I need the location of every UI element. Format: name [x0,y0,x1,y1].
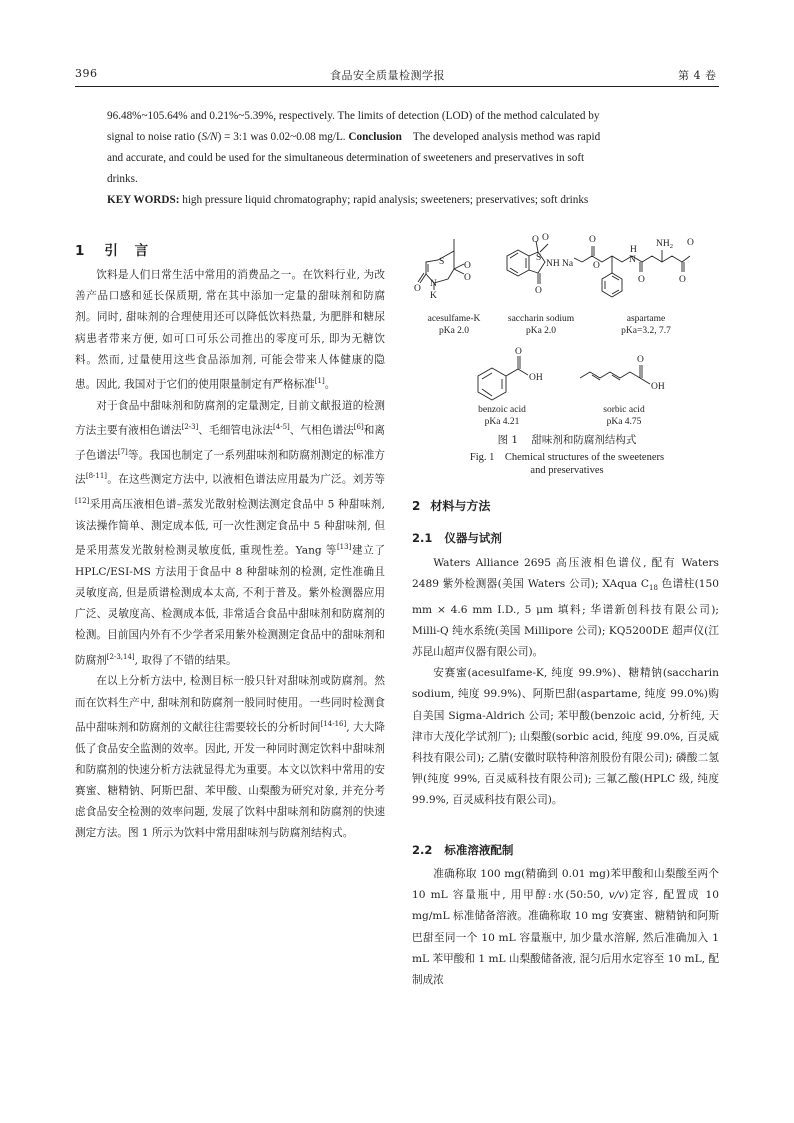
atom-na: Na [562,259,574,269]
figure-caption-en: Fig. 1 Chemical structures of the sweeteners and preservatives [469,452,665,476]
atom-o: O [515,347,522,357]
header-rule [75,86,719,87]
journal-title: 食品安全质量检测学报 [330,69,445,82]
reagents-paragraph: 安赛蜜(acesulfame-K, 纯度 99.9%)、糖精钠(saccharin sodium, 纯度 99.9%)、阿斯巴甜(aspartame, 纯度 99.0%)购自美国 Sigma-Aldrich 公司; 苯甲酸(benzoic acid, 分析纯, 天津市大茂化学试剂厂); 山梨酸(sorbic acid, 纯度 99.0%, 百灵威科技有限公司); 乙腈(安徽时联特种溶剂股份有限公司); 磷酸二氢钾(纯度 99%, 百灵威科技有限公司); 三氟乙酸(HPLC 级, 纯度 99.9%, 百灵威科技有限公司)。 [412,667,719,807]
atom-k: K [430,291,437,301]
atom-nh: NH [546,259,560,269]
atom-o: O [637,355,644,365]
page-number: 396 [75,67,98,80]
figure1-structures [412,228,722,488]
atom-o: O [464,273,471,283]
atom-o: O [535,286,542,296]
atom-oh: OH [651,382,665,392]
atom-n: N [629,255,636,265]
standard-solution-paragraph: 准确称取 100 mg(精确到 0.01 mg)苯甲酸和山梨酸至两个 10 mL 容量瓶中, 用甲醇:水(50:50, v/v)定容, 配置成 10 mg/mL 标准储备溶液。准确称取 10 mg 安赛蜜、糖精钠和阿斯巴甜至同一个 10 mL 容量瓶中, 加少量水溶解, 然后准确加入 1 mL 苯甲酸和 1 mL 山梨酸储备液, 混匀后用水定容至 10 mL, 配制成浓 [412,868,720,987]
conclusion-label: Conclusion [348,131,402,143]
atom-oh: OH [529,373,543,383]
abstract-line: drinks. [107,173,138,185]
abstract-line: 96.48%~105.64% and 0.21%~5.39%, respectively. The limits of detection (LOD) of the method calculated by [107,110,600,122]
compound-label: acesulfame-K pKa 2.0 [427,314,481,336]
abstract-tail [107,106,689,211]
volume-label: 第 4 卷 [678,69,717,82]
atom-o: O [593,261,600,271]
figure-caption-cn: 图 1 甜味剂和防腐剂结构式 [497,434,637,446]
atom-o: O [638,275,645,285]
atom-h: H [630,245,637,255]
compound-label: aspartame pKa=3.2, 7.7 [621,314,671,336]
compound-label: sorbic acid pKa 4.75 [603,405,645,427]
compound-label: benzoic acid pKa 4.21 [478,405,526,427]
atom-o: O [532,235,539,245]
section-number: 1 [75,243,91,259]
section-title: 引 言 [104,243,155,259]
intro-paragraph-2: 对于食品中甜味剂和防腐剂的定量测定, 目前文献报道的检测方法主要有液相色谱法[2-3]、毛细管电泳法[4-5]、气相色谱法[6]和离子色谱法[7]等。我国也制定了一系列甜味剂和防腐剂测定的标准方法[8-11]。在这些测定方法中, 以液相色谱法应用最为广泛。刘芳等[12]采用高压液相色谱–蒸发光散射检测法测定食品中 5 种甜味剂, 该法操作简单、测定成本低, 可一次性测定食品中 5 种甜味剂, 但是采用蒸发光散射检测灵敏度低, 重现性差。Yang 等[13]建立了 HPLC/ESI-MS 方法用于食品中 8 种甜味剂的检测, 定性准确且灵敏度高, 但是质谱检测成本太高, 不利于普及。紫外检测器应用广泛、灵敏度高、检测成本低, 非常适合食品中甜味剂和防腐剂的检测。目前国内外有不少学者采用紫外检测测定食品中的甜味剂和防腐剂[2-3,14], 取得了不错的结果。 [75,399,386,667]
atom-o: O [589,235,596,245]
instruments-paragraph: Waters Alliance 2695 高压液相色谱仪, 配有 Waters 2489 紫外检测器(美国 Waters 公司); XAqua $C_{18}$ 色谱柱(150 mm × 4.6 mm I.D., 5 μm 填料; 华谱新创科技有限公司); Milli-Q 纯水系统(美国 Millipore 公司); KQ5200DE 超声仪(江苏昆山超声仪器有限公司)。 [412,557,719,658]
abstract-line: signal to noise ratio (S/N) = 3:1 was 0.02~0.08 mg/L. Conclusion The developed analysis method was rapid [107,131,601,143]
keywords-label: KEY WORDS: [107,194,180,206]
atom-o: O [679,275,686,285]
compound-label: saccharin sodium pKa 2.0 [507,314,575,336]
atom-s: S [439,257,445,267]
atom-nh2: $NH_2$ [656,239,673,250]
atom-o: O [542,233,549,243]
subsection-2-1-heading: 2.1 仪器与试剂 [412,531,502,545]
atom-o: O [687,238,694,248]
atom-n: N [430,279,437,289]
materials-text [412,553,719,812]
subsection-2-2-heading: 2.2 标准溶液配制 [412,843,514,857]
atom-o: O [414,284,421,294]
abstract-line: and accurate, and could be used for the simultaneous determination of sweeteners and preservatives in soft [107,152,585,164]
section1-heading [75,239,154,259]
section2-heading: 2 材料与方法 [412,499,491,513]
atom-o: O [464,261,471,271]
left-column [75,265,385,845]
intro-paragraph-1: 饮料是人们日常生活中常用的消费品之一。在饮料行业, 为改善产品口感和延长保质期, 常在其中添加一定量的甜味剂和防腐剂。同时, 甜味剂的合理使用还可以降低饮料热量, 为肥胖和糖尿病患者带来方便, 如可口可乐公司推出的零度可乐, 即为无糖饮料。然而, 过量使用这些食品添加剂, 可能会带来人体健康的隐患。因此, 我国对于它们的使用限量制定有严格标准[1]。 [75,269,385,391]
standard-solution-text [412,864,719,991]
atom-s: S [536,253,542,263]
keywords: KEY WORDS: high pressure liquid chromatography; rapid analysis; sweeteners; preservatives; soft drinks [107,194,589,206]
intro-paragraph-3: 在以上分析方法中, 检测目标一般只针对甜味剂或防腐剂。然而在饮料生产中, 甜味剂和防腐剂一般同时使用。一些同时检测食品中甜味剂和防腐剂的文献往往需要较长的分析时间[14-16], 大大降低了食品安全监测的效率。因此, 开发一种同时测定饮料中甜味剂和防腐剂的快速分析方法就显得尤为重要。本文以饮料中常用的安赛蜜、糖精钠、阿斯巴甜、苯甲酸、山梨酸为研究对象, 并充分考虑食品安全检测的效率问题, 发展了饮料中甜味剂和防腐剂的快速测定方法。图 1 所示为饮料中常用甜味剂与防腐剂结构式。 [75,675,385,840]
